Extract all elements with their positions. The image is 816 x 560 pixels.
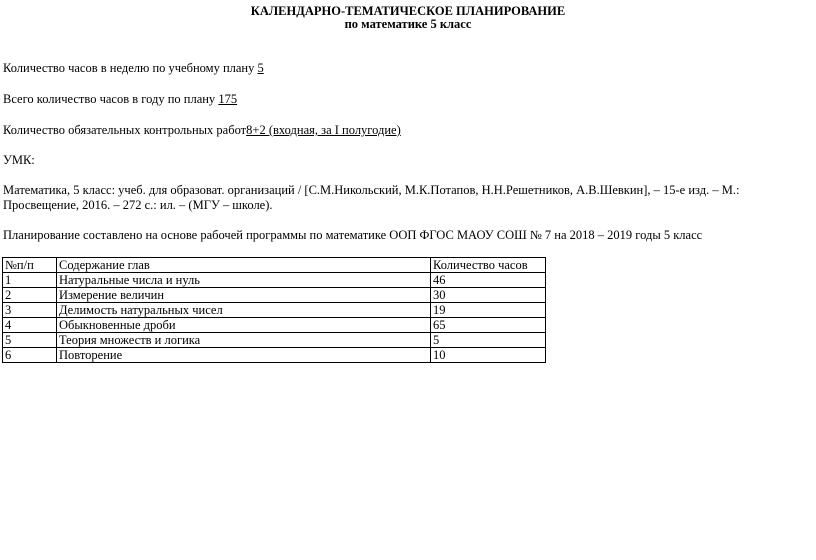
chapters-table [2,257,546,363]
row-number: 6 [3,348,57,363]
row-number: 5 [3,333,57,348]
row-hours: 19 [431,303,546,318]
hours-per-year-line [3,92,237,107]
hours-per-year-label: Всего количество часов в году по плану [3,92,219,106]
table-row [3,318,546,333]
tests-count-line [3,123,401,138]
row-hours: 5 [431,333,546,348]
row-number: 3 [3,303,57,318]
tests-count-label: Количество обязательных контрольных работ [3,123,247,137]
row-chapter: Повторение [57,348,431,363]
hours-per-week-line [3,61,264,76]
row-hours: 46 [431,273,546,288]
row-hours: 65 [431,318,546,333]
table-row [3,348,546,363]
textbook-line-1: Математика, 5 класс: учеб. для образоват. организаций / [С.М.Никольский, М.К.Потапов, Н.Н.Решетников, А.В.Шевкин], – 15-е изд. – М.: [3,183,740,197]
table-header-row [3,258,546,273]
table-row [3,273,546,288]
umk-label: УМК: [3,153,35,167]
planning-note: Планирование составлено на основе рабочей программы по математике ООП ФГОС МАОУ СОШ № 7 на 2018 – 2019 годы 5 класс [3,228,703,242]
row-chapter: Делимость натуральных чисел [57,303,431,318]
row-chapter: Обыкновенные дроби [57,318,431,333]
row-number: 4 [3,318,57,333]
tests-count-value: 8+2 (входная, за I полугодие) [246,123,401,137]
hours-per-week-label: Количество часов в неделю по учебному плану [3,61,258,75]
hours-per-year-value: 175 [218,92,238,106]
row-chapter: Измерение величин [57,288,431,303]
table-row [3,288,546,303]
textbook-line-2: Просвещение, 2016. – 272 с.: ил. – (МГУ – школе). [3,198,273,212]
table-row [3,333,546,348]
row-chapter: Натуральные числа и нуль [57,273,431,288]
header-content: Содержание глав [57,258,431,273]
header-hours: Количество часов [431,258,546,273]
document-subtitle: по математике 5 класс [344,17,472,31]
row-hours: 30 [431,288,546,303]
hours-per-week-value: 5 [257,61,264,75]
row-chapter: Теория множеств и логика [57,333,431,348]
document-title: КАЛЕНДАРНО-ТЕМАТИЧЕСКОЕ ПЛАНИРОВАНИЕ [250,4,566,18]
row-number: 1 [3,273,57,288]
header-number: №п/п [3,258,57,273]
table-row [3,303,546,318]
row-number: 2 [3,288,57,303]
row-hours: 10 [431,348,546,363]
